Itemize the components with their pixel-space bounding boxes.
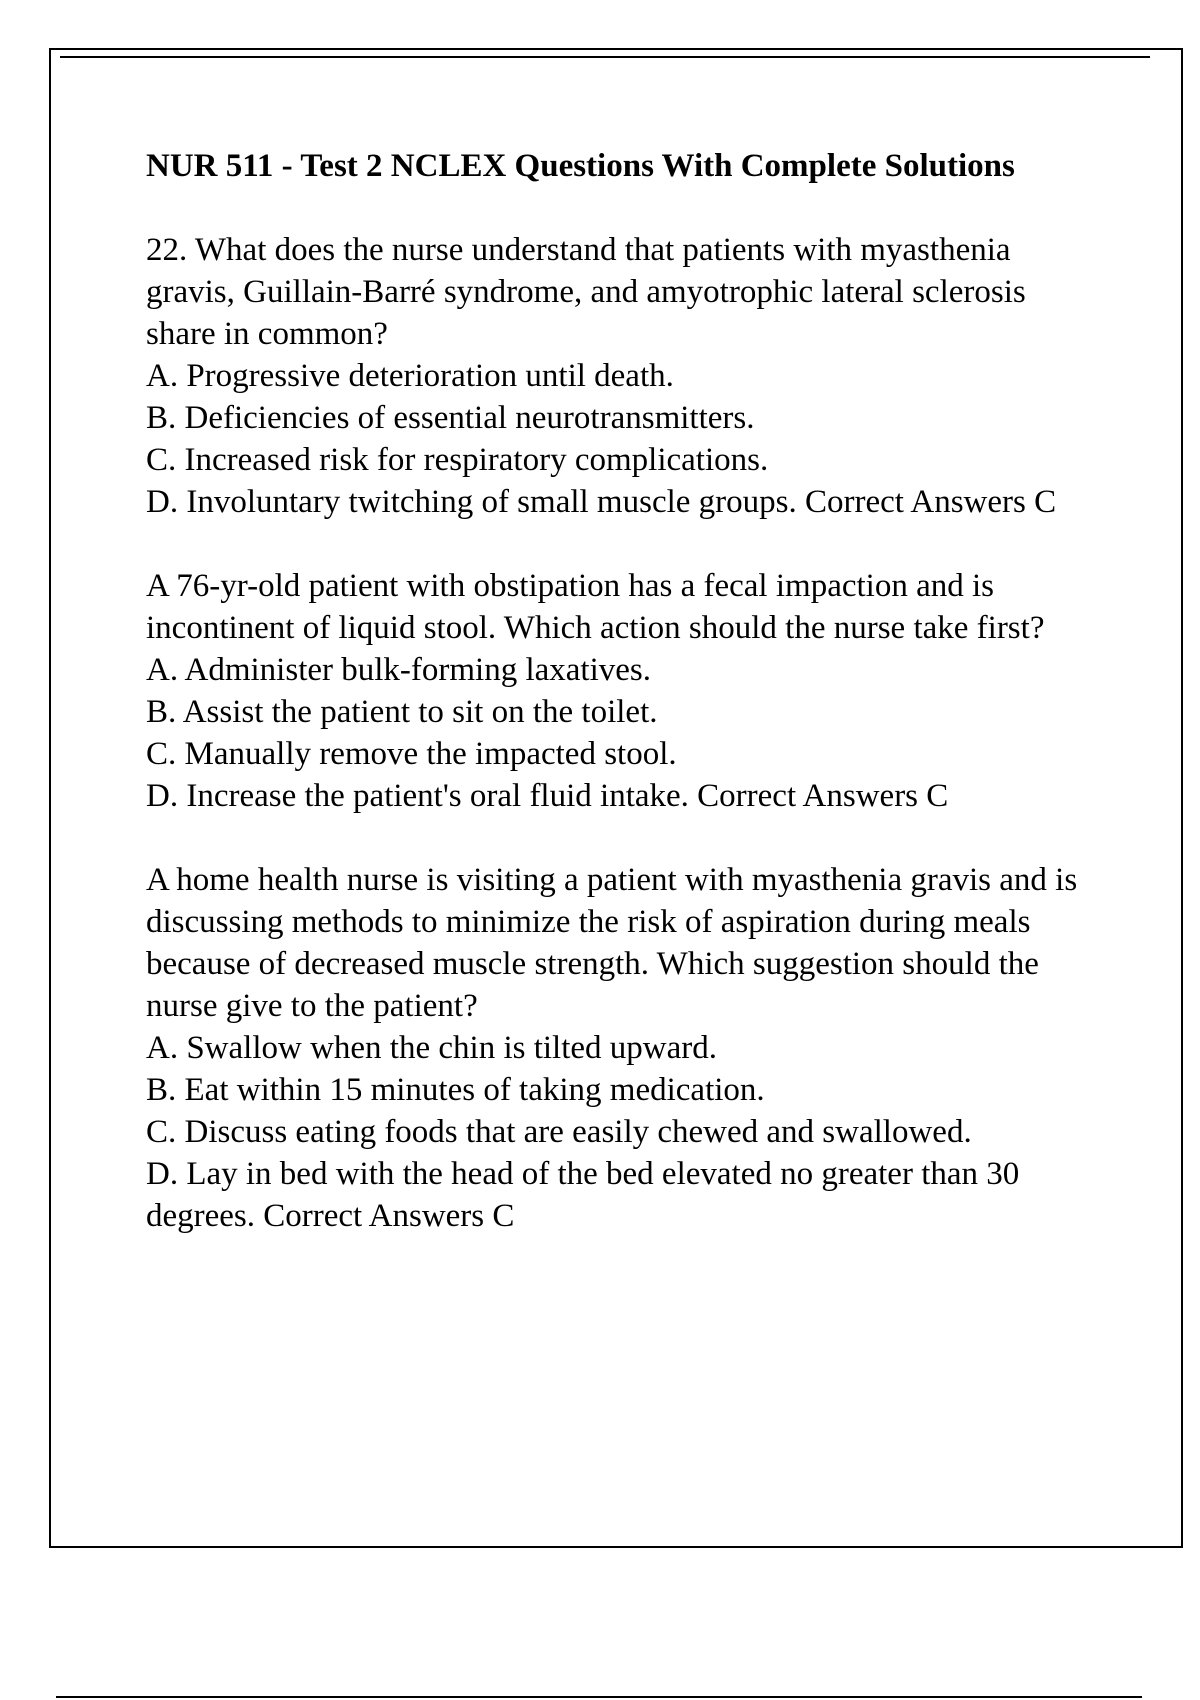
question-stem: 22. What does the nurse understand that patients with myasthenia gravis, Guillain-Barré syndrome, and amyotrophic lateral sclerosis share in common?	[146, 232, 1026, 352]
question-block-1	[146, 229, 1096, 523]
question-stem: A 76-yr-old patient with obstipation has a fecal impaction and is incontinent of liquid stool. Which action should the nurse take first?	[146, 568, 1045, 646]
answer-option-a: A. Administer bulk-forming laxatives.	[146, 652, 652, 688]
bottom-rule	[56, 1696, 1142, 1698]
answer-option-d-with-correct-answer: D. Lay in bed with the head of the bed elevated no greater than 30 degrees. Correct Answers C	[146, 1156, 1020, 1234]
answer-option-c: C. Increased risk for respiratory complications.	[146, 442, 769, 478]
answer-option-c: C. Discuss eating foods that are easily chewed and swallowed.	[146, 1114, 972, 1150]
question-stem: A home health nurse is visiting a patient with myasthenia gravis and is discussing methods to minimize the risk of aspiration during meals because of decreased muscle strength. Which suggestion should the nurse give to the patient?	[146, 862, 1078, 1024]
answer-option-b: B. Eat within 15 minutes of taking medication.	[146, 1072, 765, 1108]
document-title: NUR 511 - Test 2 NCLEX Questions With Complete Solutions	[146, 148, 1015, 184]
answer-option-b: B. Assist the patient to sit on the toilet.	[146, 694, 658, 730]
answer-option-c: C. Manually remove the impacted stool.	[146, 736, 677, 772]
answer-option-d-with-correct-answer: D. Involuntary twitching of small muscle groups. Correct Answers C	[146, 484, 1057, 520]
top-rule	[60, 56, 1150, 58]
answer-option-b: B. Deficiencies of essential neurotransmitters.	[146, 400, 755, 436]
question-block-3	[146, 859, 1096, 1237]
answer-option-a: A. Swallow when the chin is tilted upward.	[146, 1030, 717, 1066]
answer-option-a: A. Progressive deterioration until death.	[146, 358, 674, 394]
document-content	[146, 146, 1096, 1279]
question-block-2	[146, 565, 1096, 817]
answer-option-d-with-correct-answer: D. Increase the patient's oral fluid intake. Correct Answers C	[146, 778, 949, 814]
